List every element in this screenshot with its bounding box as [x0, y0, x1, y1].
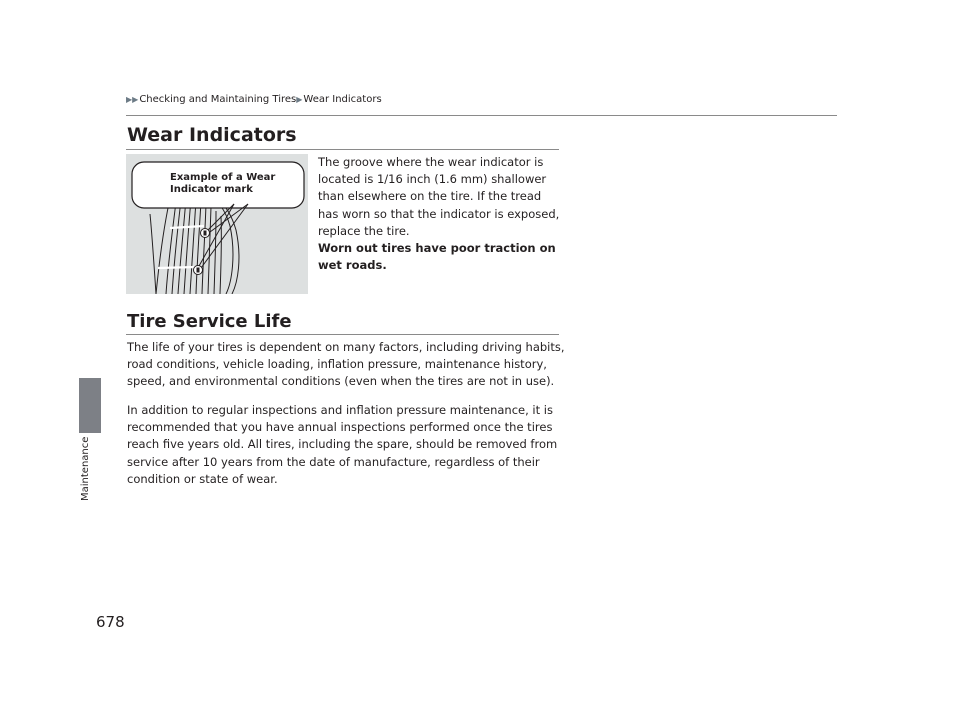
wear-indicators-warning: Worn out tires have poor traction on wet roads.: [318, 241, 556, 273]
service-life-paragraph-2: In addition to regular inspections and inflation pressure maintenance, it is recommended that you have annual inspections performed once the tires reach five years old. All tires, including the spare, should be removed from service after 10 years from the date of manufacture, regardless of their condition or state of wear.: [127, 403, 558, 486]
wear-indicators-text: [318, 154, 564, 274]
breadcrumb: [126, 94, 382, 105]
side-tab-label: Maintenance: [80, 437, 91, 502]
page-number: 678: [96, 613, 125, 631]
wear-indicators-title: Wear Indicators: [127, 124, 297, 146]
breadcrumb-item-checking-tires[interactable]: Checking and Maintaining Tires: [139, 94, 297, 105]
service-life-paragraph-1: The life of your tires is dependent on many factors, including driving habits, road conditions, vehicle loading, inflation pressure, maintenance history, speed, and environmental conditions (even when the tires are not in use).: [127, 340, 565, 389]
breadcrumb-arrow-icon: ▶▶: [126, 95, 139, 104]
header-divider: [126, 115, 837, 116]
tire-service-life-title: Tire Service Life: [127, 311, 292, 332]
title-underline: [126, 149, 559, 150]
wear-indicators-body: The groove where the wear indicator is located is 1/16 inch (1.6 mm) shallower than elsewhere on the tire. If the tread has worn so that the indicator is exposed, replace the tire.: [318, 155, 560, 238]
figure-caption: Example of a Wear Indicator mark: [170, 172, 276, 195]
breadcrumb-arrow-icon: ▶: [296, 95, 303, 104]
wear-indicator-figure: [126, 154, 308, 294]
title-underline: [126, 334, 559, 335]
breadcrumb-item-wear-indicators[interactable]: Wear Indicators: [303, 94, 382, 105]
side-tab: [79, 378, 101, 433]
